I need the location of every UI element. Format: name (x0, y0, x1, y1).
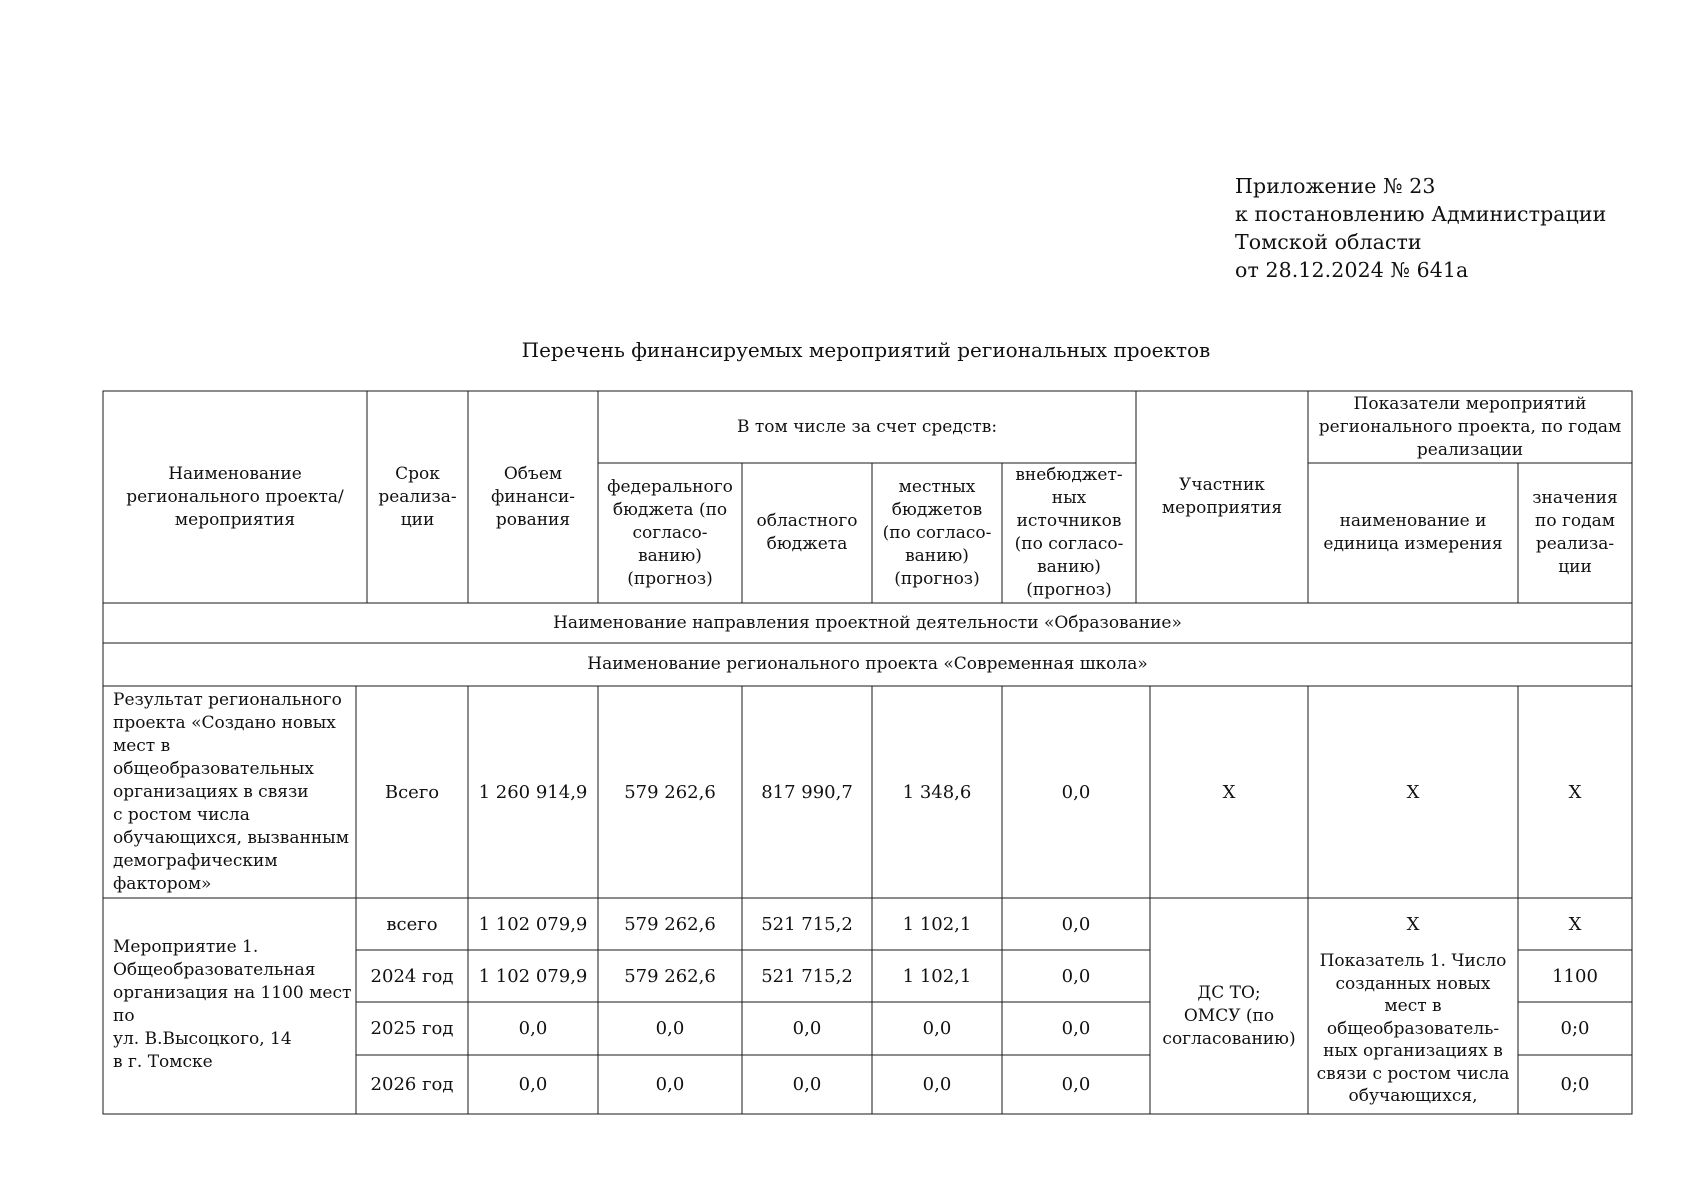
measure-row-total-term: всего (386, 913, 438, 935)
measure-participant: ДС ТО; ОМСУ (по согласованию) (1162, 982, 1296, 1049)
measure-row-2025-term: 2025 год (370, 1018, 454, 1039)
header-participant: Участник мероприятия (1161, 475, 1283, 518)
result-term: Всего (384, 781, 440, 803)
measure-row-2025-local: 0,0 (922, 1018, 952, 1039)
header-volume: Объем финанси- рования (490, 463, 576, 530)
measure-row-2024-volume: 1 102 079,9 (478, 965, 588, 987)
header-term: Срок реализа- ции (378, 463, 457, 530)
header-including: В том числе за счет средств: (736, 416, 998, 437)
measure-row-2025-volume: 0,0 (518, 1018, 548, 1039)
header-local: местных бюджетов (по согласо- ванию) (прогноз) (882, 476, 992, 589)
appendix-line-4: от 28.12.2024 № 641а (1235, 258, 1469, 282)
measure-row-2025-federal: 0,0 (655, 1018, 685, 1039)
measure-row-2025-regional: 0,0 (792, 1018, 822, 1039)
result-name: Результат регионального проекта «Создано новых мест в общеобразовательных организациях в связи с ростом числа обучающихся, вызванным демографическим фактором» (113, 689, 349, 894)
document-title: Перечень финансируемых мероприятий региональных проектов (521, 338, 1211, 362)
measure-indicator-value-total: X (1568, 913, 1582, 935)
measure-row-total-local: 1 102,1 (902, 913, 972, 935)
direction-row: Наименование направления проектной деятельности «Образование» (553, 612, 1182, 633)
measure-indicator-name-total: X (1406, 913, 1420, 935)
header-indicator-name: наименование и единица измерения (1323, 511, 1503, 554)
measure-row-2026-volume: 0,0 (518, 1074, 548, 1095)
measure-row-2025-indicator-value: 0;0 (1560, 1018, 1590, 1039)
measure-row-2024-regional: 521 715,2 (761, 965, 853, 987)
header-federal: федерального бюджета (по согласо- ванию) (прогноз) (607, 476, 733, 589)
header-project-name: Наименование регионального проекта/ мероприятия (126, 463, 344, 530)
measure-row-2024-local: 1 102,1 (902, 965, 972, 987)
measure-name: Мероприятие 1. Общеобразовательная организация на 1100 мест по ул. В.Высоцкого, 14 в г. Томске (113, 937, 352, 1072)
header-indicators: Показатели мероприятий регионального проекта, по годам реализации (1318, 393, 1622, 460)
project-row: Наименование регионального проекта «Современная школа» (587, 654, 1148, 674)
measure-indicator-name: Показатель 1. Число созданных новых мест в общеобразователь- ных организациях в связи с ростом числа обучающихся, (1316, 951, 1510, 1106)
result-federal: 579 262,6 (624, 781, 716, 803)
result-indicator-value: X (1568, 781, 1582, 803)
appendix-line-2: к постановлению Администрации (1235, 202, 1607, 226)
measure-row-2024-indicator-value: 1100 (1552, 965, 1598, 987)
measure-row-2026-offbudget: 0,0 (1061, 1074, 1091, 1095)
result-participant: X (1222, 781, 1236, 803)
measure-row-total-volume: 1 102 079,9 (478, 913, 588, 935)
result-indicator-name: X (1406, 781, 1420, 803)
result-offbudget: 0,0 (1061, 781, 1091, 803)
measure-row-2025-offbudget: 0,0 (1061, 1018, 1091, 1039)
measure-row-2026-federal: 0,0 (655, 1074, 685, 1095)
measure-row-2024-offbudget: 0,0 (1061, 965, 1091, 987)
measure-row-2026-local: 0,0 (922, 1074, 952, 1095)
measure-row-2024-federal: 579 262,6 (624, 965, 716, 987)
measure-row-2026-indicator-value: 0;0 (1560, 1074, 1590, 1095)
appendix-line-1: Приложение № 23 (1235, 174, 1436, 198)
result-local: 1 348,6 (902, 781, 972, 803)
measure-row-2026-term: 2026 год (370, 1074, 454, 1095)
measure-row-2026-regional: 0,0 (792, 1074, 822, 1095)
header-offbudget: внебюджет- ных источников (по согласо- ванию) (прогноз) (1014, 465, 1124, 600)
measure-row-total-regional: 521 715,2 (761, 913, 853, 935)
measure-row-total-offbudget: 0,0 (1061, 913, 1091, 935)
measure-row-2024-term: 2024 год (370, 965, 454, 987)
measure-row-total-federal: 579 262,6 (624, 913, 716, 935)
header-indicator-values: значения по годам реализа- ции (1532, 488, 1618, 577)
result-volume: 1 260 914,9 (478, 781, 588, 803)
appendix-line-3: Томской области (1235, 230, 1422, 254)
result-regional: 817 990,7 (761, 781, 853, 803)
header-regional: областного бюджета (756, 511, 858, 554)
